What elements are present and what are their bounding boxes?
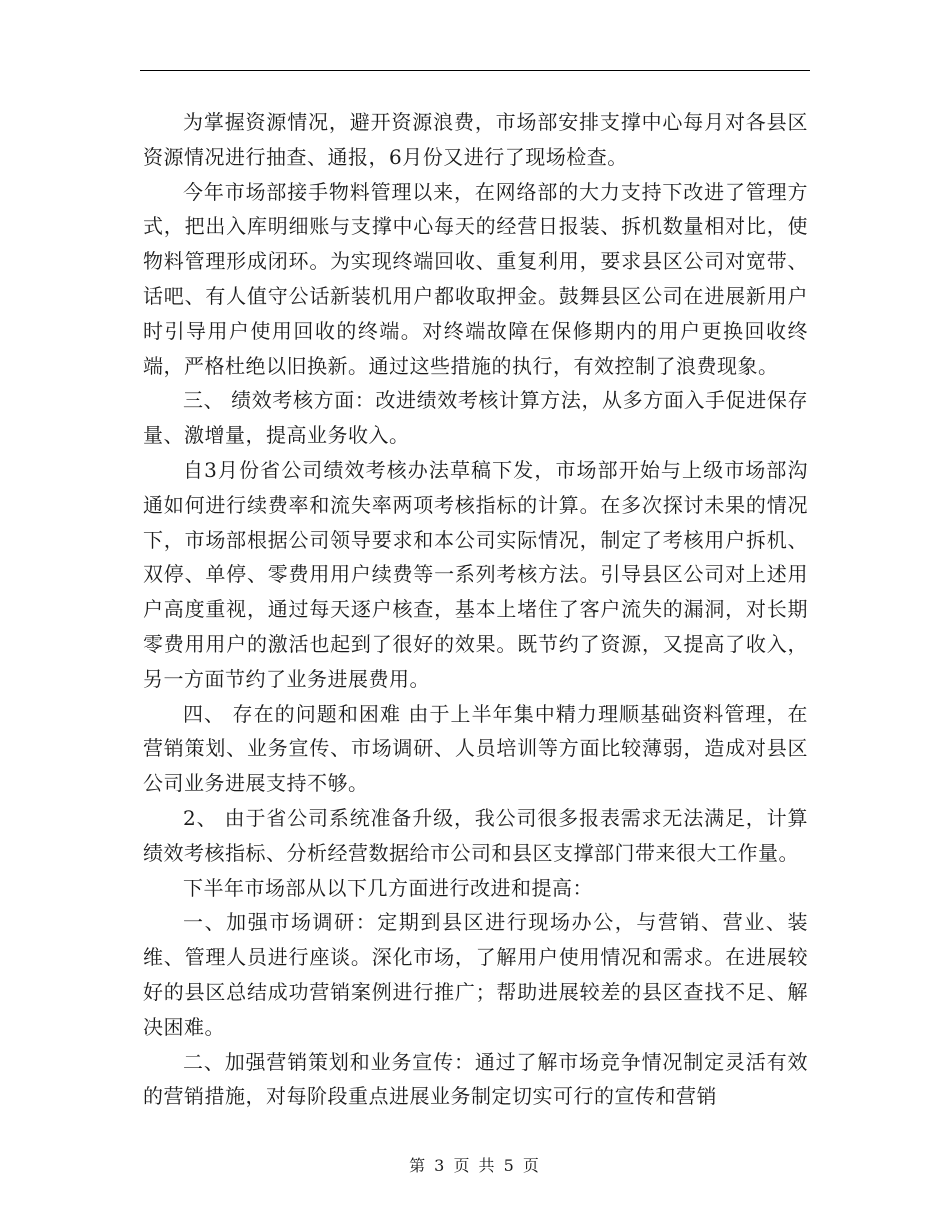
paragraph: 四、 存在的问题和困难 由于上半年集中精力理顺基础资料管理，在营销策划、业务宣传、市场调研、人员培训等方面比较薄弱，造成对县区公司业务进展支持不够。	[143, 701, 808, 796]
header-rule	[140, 70, 810, 71]
paragraph: 今年市场部接手物料管理以来，在网络部的大力支持下改进了管理方式，把出入库明细账与支撑中心每天的经营日报装、拆机数量相对比，使物料管理形成闭环。为实现终端回收、重复利用，要求县区公司对宽带、话吧、有人值守公话新装机用户都收取押金。鼓舞县区公司在进展新用户时引导用户使用回收的终端。对终端故障在保修期内的用户更换回收终端，严格杜绝以旧换新。通过这些措施的执行，有效控制了浪费现象。	[143, 179, 808, 378]
page-number: 第 3 页 共 5 页	[409, 1156, 541, 1175]
paragraph: 三、 绩效考核方面：改进绩效考核计算方法，从多方面入手促进保存量、激增量，提高业务收入。	[143, 388, 808, 448]
document-body	[143, 105, 808, 1114]
paragraph: 自3月份省公司绩效考核办法草稿下发，市场部开始与上级市场部沟通如何进行续费率和流失率两项考核指标的计算。在多次探讨未果的情况下，市场部根据公司领导要求和本公司实际情况，制定了考核用户拆机、双停、单停、零费用用户续费等一系列考核方法。引导县区公司对上述用户高度重视，通过每天逐户核查，基本上堵住了客户流失的漏洞，对长期零费用用户的激活也起到了很好的效果。既节约了资源，又提高了收入，另一方面节约了业务进展费用。	[143, 457, 808, 691]
paragraph: 二、加强营销策划和业务宣传：通过了解市场竞争情况制定灵活有效的营销措施，对每阶段重点进展业务制定切实可行的宣传和营销	[143, 1049, 808, 1109]
paragraph: 2、 由于省公司系统准备升级，我公司很多报表需求无法满足，计算绩效考核指标、分析经营数据给市公司和县区支撑部门带来很大工作量。	[143, 805, 808, 865]
paragraph: 下半年市场部从以下几方面进行改进和提高：	[183, 875, 593, 900]
paragraph: 为掌握资源情况，避开资源浪费，市场部安排支撑中心每月对各县区资源情况进行抽查、通报，6月份又进行了现场检查。	[143, 110, 808, 169]
paragraph: 一、加强市场调研：定期到县区进行现场办公，与营销、营业、装维、管理人员进行座谈。深化市场，了解用户使用情况和需求。在进展较好的县区总结成功营销案例进行推广；帮助进展较差的县区查找不足、解决困难。	[143, 910, 808, 1039]
